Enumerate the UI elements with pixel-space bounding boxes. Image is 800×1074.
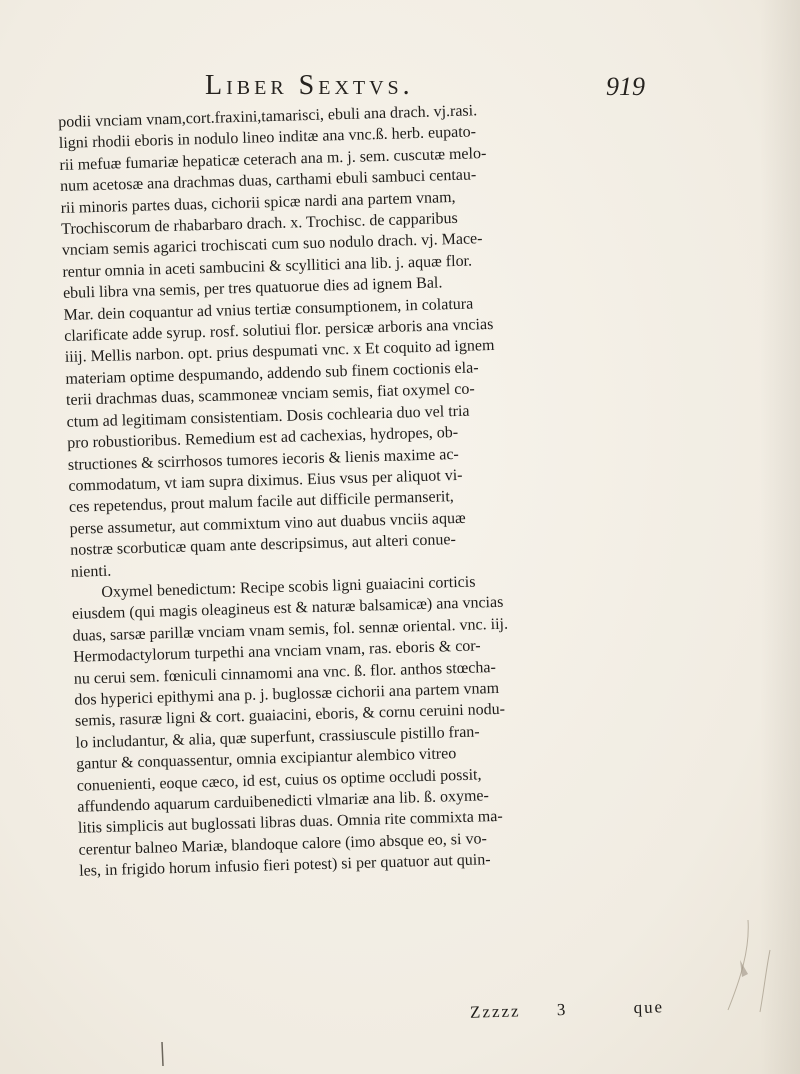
text-line: gantur & conquassentur, omnia excipiantur alembico vitreo [75, 745, 457, 773]
text-line: pro robustioribus. Remedium est ad cachexias, hydropes, ob- [67, 424, 459, 452]
text-line: rentur omnia in aceti sambucini & scyllitici ana lib. j. aquæ flor. [62, 252, 473, 281]
text-line: structiones & scirrhosos tumores iecoris & lienis maxime ac- [67, 445, 459, 474]
running-head: Liber Sextvs. [205, 70, 414, 101]
text-line: cerentur balneo Mariæ, blandoque calore (imo absque eo, si vo- [78, 830, 488, 859]
text-line: litis simplicis aut buglossati libras duas. Omnia rite commixta ma- [77, 808, 503, 838]
text-line: nienti. [70, 562, 112, 581]
text-line: eiusdem (qui magis oleagineus est & naturæ balsamicæ) ana vncias [71, 594, 504, 624]
bottom-pen-mark [152, 1040, 172, 1070]
signature-number: 3 [556, 999, 568, 1020]
text-line: rii mefuæ fumariæ hepaticæ ceterach ana m. j. sem. cuscutæ melo- [59, 144, 487, 174]
text-line: iiij. Mellis narbon. opt. prius despumati vnc. x Et coquito ad ignem [64, 337, 495, 367]
text-line: clarificate adde syrup. rosf. solutiui flor. persicæ arboris ana vncias [64, 315, 494, 345]
text-line: num acetosæ ana drachmas duas, carthami ebuli sambuci centau- [59, 166, 477, 196]
text-line: ces repetendus, prout malum facile aut difficile permanserit, [68, 488, 455, 517]
signature-mark: Zzzzz [469, 1001, 521, 1022]
text-line: rii minoris partes duas, cichorii spicæ nardi ana partem vnam, [60, 188, 456, 217]
text-line: Mar. dein coquantur ad vnius tertiæ consumptionem, in colatura [63, 295, 474, 324]
text-line: terii drachmas duas, scammoneæ vnciam semis, fiat oxymel co- [65, 380, 475, 410]
text-line: dos hyperici epithymi ana p. j. buglossæ cichorii ana partem vnam [74, 679, 500, 709]
text-line: vnciam semis agarici trochiscati cum suo nodulo drach. vj. Mace- [61, 230, 483, 260]
text-line: ligni rhodii eboris in nodulo lineo inditæ ana vnc.ß. herb. eupato- [58, 123, 477, 153]
text-line: ctum ad legitimam consistentiam. Dosis cochlearia duo vel tria [66, 402, 470, 431]
catchword: que [633, 997, 665, 1018]
text-line: Trochiscorum de rhabarbaro drach. x. Trochisc. de capparibus [61, 209, 459, 238]
text-line: conuenienti, eoque cæco, id est, cuius os optime occludi possit, [76, 766, 482, 795]
text-line: affundendo aquarum carduibenedicti vlmariæ ana lib. ß. oxyme- [77, 787, 490, 816]
margin-stain-mark [720, 900, 780, 1020]
text-line: materiam optime despumando, addendo sub finem coctionis ela- [65, 359, 479, 388]
text-line: Hermodactylorum turpethi ana vnciam vnam, ras. eboris & cor- [72, 637, 481, 666]
body-text [58, 95, 679, 882]
text-line: ebuli libra vna semis, per tres quatuorue dies ad ignem Bal. [62, 274, 443, 303]
text-line: nu cerui sem. fœniculi cinnamomi ana vnc. ß. flor. anthos stœcha- [73, 658, 497, 688]
text-line: semis, rasuræ ligni & cort. guaiacini, eboris, & cornu ceruini nodu- [74, 701, 506, 731]
catchline [470, 997, 665, 1022]
text-line: lo includantur, & alia, quæ superfunt, crassiuscule pistillo fran- [75, 723, 480, 752]
text-line: les, in frigido horum infusio fieri potest) si per quatuor aut quin- [78, 851, 491, 880]
page-number: 919 [606, 72, 645, 101]
text-line: nostræ scorbuticæ quam ante descripsimus, aut alteri conue- [70, 531, 457, 559]
text-line: duas, sarsæ parillæ vnciam vnam semis, fol. sennæ oriental. vnc. iij. [72, 615, 509, 645]
text-line: perse assumetur, aut commixtum vino aut duabus vnciis aquæ [69, 509, 466, 538]
text-line: commodatum, vt iam supra diximus. Eius vsus per aliquot vi- [68, 466, 463, 495]
paragraph-start-line: Oxymel benedictum: Recipe scobis ligni guaiacini corticis [101, 573, 476, 601]
text-line: podii vnciam vnam,cort.fraxini,tamarisci, ebuli ana drach. vj.rasi. [58, 102, 478, 131]
